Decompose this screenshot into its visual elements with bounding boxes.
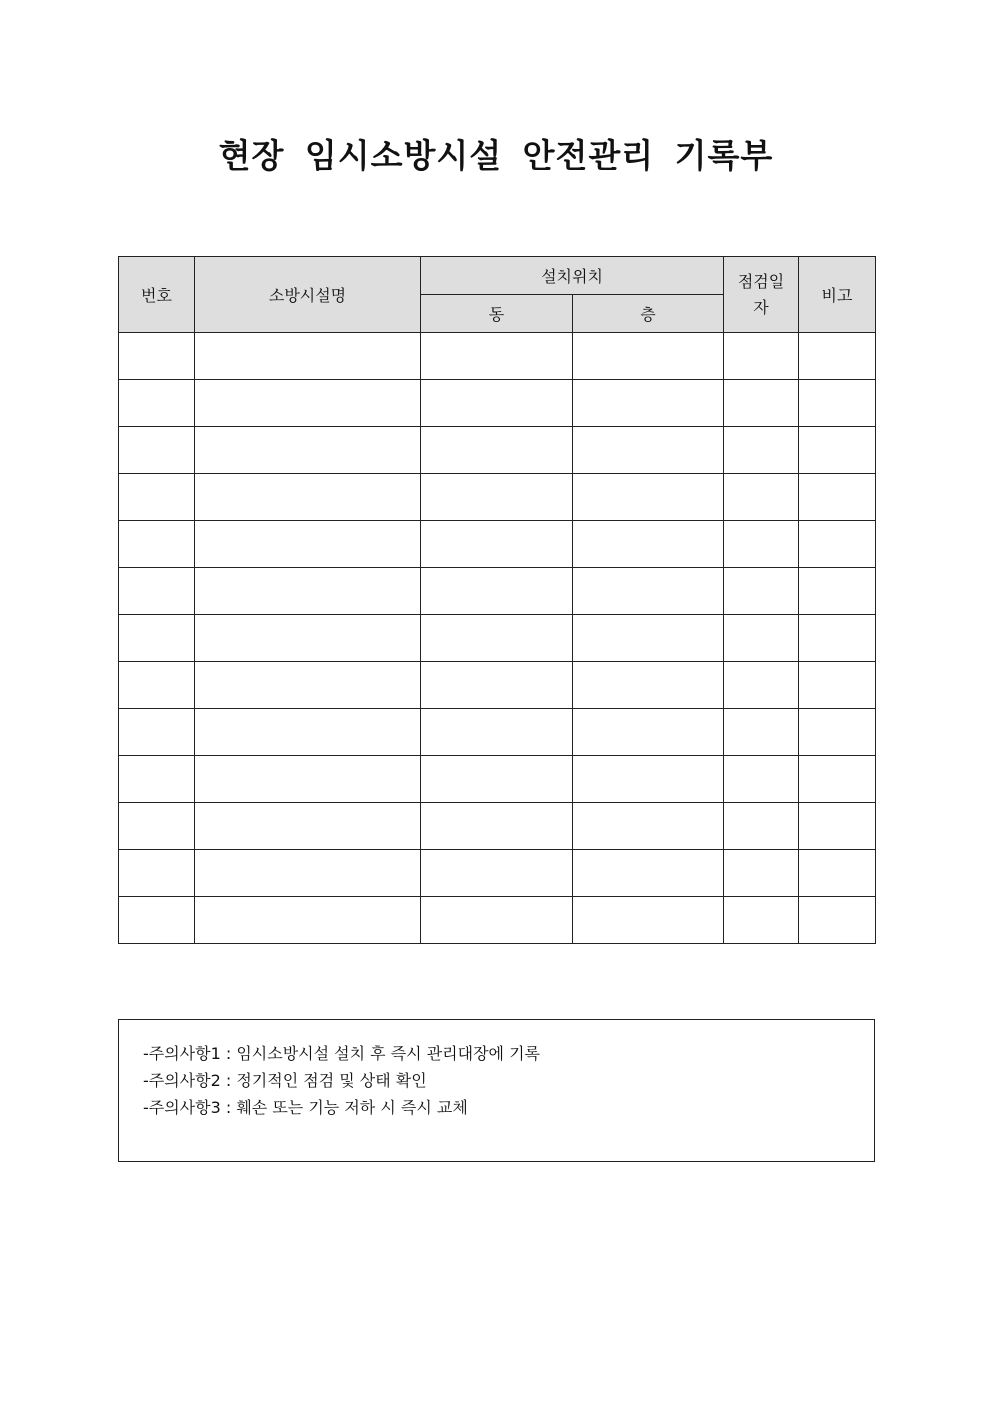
cell-inspection-date[interactable] bbox=[724, 474, 799, 521]
table-row bbox=[119, 615, 876, 662]
table-row bbox=[119, 709, 876, 756]
table-row bbox=[119, 333, 876, 380]
header-number: 번호 bbox=[119, 257, 195, 333]
cell-facility-name[interactable] bbox=[195, 615, 421, 662]
header-remarks: 비고 bbox=[799, 257, 876, 333]
cell-building[interactable] bbox=[421, 615, 573, 662]
cell-floor[interactable] bbox=[573, 756, 724, 803]
table-row bbox=[119, 756, 876, 803]
cell-facility-name[interactable] bbox=[195, 897, 421, 944]
cell-building[interactable] bbox=[421, 756, 573, 803]
cell-floor[interactable] bbox=[573, 333, 724, 380]
cell-building[interactable] bbox=[421, 850, 573, 897]
cell-building[interactable] bbox=[421, 709, 573, 756]
table-row bbox=[119, 427, 876, 474]
cell-building[interactable] bbox=[421, 474, 573, 521]
header-location: 설치위치 bbox=[421, 257, 724, 295]
cell-inspection-date[interactable] bbox=[724, 380, 799, 427]
cell-remarks[interactable] bbox=[799, 521, 876, 568]
cell-building[interactable] bbox=[421, 333, 573, 380]
table-body bbox=[119, 333, 876, 944]
header-floor: 층 bbox=[573, 295, 724, 333]
cell-facility-name[interactable] bbox=[195, 521, 421, 568]
cell-number[interactable] bbox=[119, 897, 195, 944]
header-building: 동 bbox=[421, 295, 573, 333]
cell-floor[interactable] bbox=[573, 474, 724, 521]
record-table bbox=[118, 256, 876, 944]
cell-number[interactable] bbox=[119, 803, 195, 850]
cell-number[interactable] bbox=[119, 333, 195, 380]
cell-remarks[interactable] bbox=[799, 568, 876, 615]
cell-inspection-date[interactable] bbox=[724, 662, 799, 709]
cell-remarks[interactable] bbox=[799, 615, 876, 662]
cell-floor[interactable] bbox=[573, 662, 724, 709]
cell-facility-name[interactable] bbox=[195, 803, 421, 850]
cell-inspection-date[interactable] bbox=[724, 709, 799, 756]
cell-floor[interactable] bbox=[573, 380, 724, 427]
cell-number[interactable] bbox=[119, 850, 195, 897]
table-header bbox=[119, 257, 876, 333]
header-facility-name: 소방시설명 bbox=[195, 257, 421, 333]
cell-floor[interactable] bbox=[573, 709, 724, 756]
header-inspection-date bbox=[724, 257, 799, 333]
page-title: 현장 임시소방시설 안전관리 기록부 bbox=[218, 136, 774, 175]
cell-inspection-date[interactable] bbox=[724, 756, 799, 803]
cell-number[interactable] bbox=[119, 427, 195, 474]
cell-inspection-date[interactable] bbox=[724, 897, 799, 944]
cell-floor[interactable] bbox=[573, 615, 724, 662]
cell-facility-name[interactable] bbox=[195, 568, 421, 615]
cell-remarks[interactable] bbox=[799, 333, 876, 380]
header-inspection-date-label: 점검일자 bbox=[737, 271, 785, 317]
table-row bbox=[119, 521, 876, 568]
cell-building[interactable] bbox=[421, 521, 573, 568]
cell-number[interactable] bbox=[119, 662, 195, 709]
cell-facility-name[interactable] bbox=[195, 427, 421, 474]
note-item: -주의사항2 : 정기적인 점검 및 상태 확인 bbox=[143, 1071, 427, 1090]
cell-floor[interactable] bbox=[573, 897, 724, 944]
cell-inspection-date[interactable] bbox=[724, 850, 799, 897]
cell-number[interactable] bbox=[119, 521, 195, 568]
cell-building[interactable] bbox=[421, 803, 573, 850]
cell-number[interactable] bbox=[119, 756, 195, 803]
cell-facility-name[interactable] bbox=[195, 662, 421, 709]
cell-number[interactable] bbox=[119, 709, 195, 756]
note-item: -주의사항3 : 훼손 또는 기능 저하 시 즉시 교체 bbox=[143, 1098, 468, 1117]
table-row bbox=[119, 568, 876, 615]
cell-inspection-date[interactable] bbox=[724, 568, 799, 615]
cell-inspection-date[interactable] bbox=[724, 427, 799, 474]
cell-facility-name[interactable] bbox=[195, 474, 421, 521]
cell-remarks[interactable] bbox=[799, 850, 876, 897]
cell-facility-name[interactable] bbox=[195, 756, 421, 803]
cell-floor[interactable] bbox=[573, 521, 724, 568]
cell-number[interactable] bbox=[119, 380, 195, 427]
cell-building[interactable] bbox=[421, 380, 573, 427]
cell-floor[interactable] bbox=[573, 568, 724, 615]
table-row bbox=[119, 380, 876, 427]
cell-inspection-date[interactable] bbox=[724, 803, 799, 850]
cell-facility-name[interactable] bbox=[195, 709, 421, 756]
notes-box bbox=[118, 1019, 875, 1162]
cell-facility-name[interactable] bbox=[195, 380, 421, 427]
table-row bbox=[119, 803, 876, 850]
cell-building[interactable] bbox=[421, 427, 573, 474]
cell-number[interactable] bbox=[119, 615, 195, 662]
cell-building[interactable] bbox=[421, 568, 573, 615]
cell-remarks[interactable] bbox=[799, 709, 876, 756]
table-row bbox=[119, 662, 876, 709]
cell-number[interactable] bbox=[119, 474, 195, 521]
cell-remarks[interactable] bbox=[799, 756, 876, 803]
cell-floor[interactable] bbox=[573, 427, 724, 474]
cell-remarks[interactable] bbox=[799, 427, 876, 474]
cell-remarks[interactable] bbox=[799, 897, 876, 944]
cell-inspection-date[interactable] bbox=[724, 333, 799, 380]
cell-remarks[interactable] bbox=[799, 474, 876, 521]
table-row bbox=[119, 474, 876, 521]
cell-inspection-date[interactable] bbox=[724, 615, 799, 662]
cell-floor[interactable] bbox=[573, 850, 724, 897]
cell-facility-name[interactable] bbox=[195, 333, 421, 380]
table-row bbox=[119, 897, 876, 944]
table-row bbox=[119, 850, 876, 897]
cell-inspection-date[interactable] bbox=[724, 521, 799, 568]
cell-floor[interactable] bbox=[573, 803, 724, 850]
cell-number[interactable] bbox=[119, 568, 195, 615]
cell-building[interactable] bbox=[421, 897, 573, 944]
cell-remarks[interactable] bbox=[799, 662, 876, 709]
cell-facility-name[interactable] bbox=[195, 850, 421, 897]
cell-remarks[interactable] bbox=[799, 803, 876, 850]
cell-building[interactable] bbox=[421, 662, 573, 709]
cell-remarks[interactable] bbox=[799, 380, 876, 427]
note-item: -주의사항1 : 임시소방시설 설치 후 즉시 관리대장에 기록 bbox=[143, 1044, 540, 1063]
